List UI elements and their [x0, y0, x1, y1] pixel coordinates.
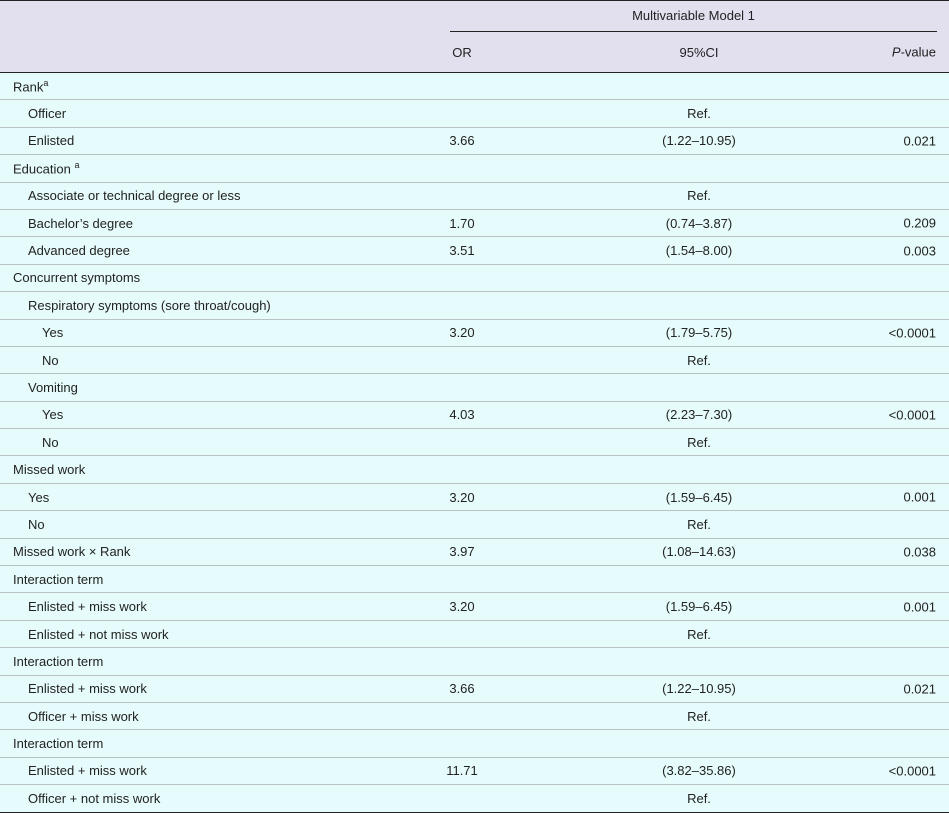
confidence-interval: (1.22–10.95) [479, 127, 919, 154]
header-p-rest: -value [900, 44, 937, 60]
row-label-cell [0, 675, 445, 702]
odds-ratio [445, 566, 479, 593]
table-row [0, 566, 949, 593]
p-value-cell [919, 620, 949, 647]
p-value-cell [903, 209, 949, 236]
odds-ratio [445, 785, 479, 812]
table-row [0, 374, 949, 401]
confidence-interval [479, 73, 919, 100]
row-label: Vomiting [28, 379, 78, 395]
odds-ratio [445, 73, 479, 100]
p-value-cell [903, 483, 949, 510]
row-label: Advanced degree [28, 243, 130, 259]
odds-ratio [445, 264, 479, 291]
header-p-italic: P [891, 44, 901, 60]
footnote-marker: a [74, 160, 80, 171]
row-label-cell [0, 785, 445, 812]
row-label-cell [0, 538, 445, 565]
odds-ratio [445, 374, 479, 401]
row-label: Yes [28, 489, 50, 505]
odds-ratio [445, 648, 479, 675]
row-label-cell [0, 648, 445, 675]
row-label-cell [0, 757, 445, 784]
row-label-cell [0, 566, 445, 593]
confidence-interval [479, 264, 919, 291]
p-value-cell [919, 346, 949, 373]
confidence-interval: Ref. [479, 620, 919, 647]
p-value-cell [919, 264, 949, 291]
confidence-interval [479, 374, 919, 401]
header-or: OR [445, 32, 479, 73]
row-label-cell [0, 209, 445, 236]
row-label: Associate or technical degree or less [28, 188, 241, 204]
p-value-cell [888, 319, 949, 346]
table-row [0, 73, 949, 100]
table-header [0, 1, 949, 73]
p-value-cell [919, 100, 949, 127]
row-label: Interaction term [13, 571, 104, 587]
row-label-cell [0, 593, 445, 620]
p-value-cell [903, 593, 949, 620]
row-label-cell [0, 182, 445, 209]
row-label: Concurrent symptoms [13, 270, 141, 286]
table-row [0, 264, 949, 291]
footnote-marker: a [43, 78, 49, 89]
row-label-cell [0, 237, 445, 264]
odds-ratio: 3.20 [445, 593, 479, 620]
table-row [0, 730, 949, 757]
p-value-cell [903, 127, 949, 154]
table-row [0, 675, 949, 702]
p-value: 0.021 [903, 133, 937, 149]
odds-ratio [445, 511, 479, 538]
row-label: Missed work [13, 462, 86, 478]
row-label-cell [0, 511, 445, 538]
confidence-interval: (1.59–6.45) [479, 593, 919, 620]
p-value-cell [919, 429, 949, 456]
p-value: <0.0001 [888, 763, 937, 779]
p-value-cell [919, 730, 949, 757]
odds-ratio [445, 155, 479, 182]
table-row [0, 702, 949, 729]
row-label-cell [0, 730, 445, 757]
confidence-interval [479, 648, 919, 675]
row-label: Enlisted + miss work [28, 681, 147, 697]
confidence-interval: Ref. [479, 785, 919, 812]
p-value: <0.0001 [888, 325, 937, 341]
row-label: Rank [13, 79, 44, 95]
confidence-interval: (1.22–10.95) [479, 675, 919, 702]
table-row [0, 620, 949, 647]
p-value-cell [919, 292, 949, 319]
odds-ratio: 3.20 [445, 319, 479, 346]
table-row [0, 401, 949, 428]
header-ci: 95%CI [479, 32, 919, 73]
odds-ratio: 3.97 [445, 538, 479, 565]
p-value: 0.001 [903, 599, 937, 615]
odds-ratio: 3.66 [445, 675, 479, 702]
table-row [0, 511, 949, 538]
confidence-interval: Ref. [479, 511, 919, 538]
odds-ratio [445, 346, 479, 373]
p-value: 0.021 [903, 681, 937, 697]
confidence-interval: (2.23–7.30) [479, 401, 919, 428]
odds-ratio [445, 456, 479, 483]
row-label: Respiratory symptoms (sore throat/cough) [28, 297, 271, 313]
p-value-cell [919, 511, 949, 538]
confidence-interval: (1.08–14.63) [479, 538, 919, 565]
p-value: 0.038 [903, 544, 937, 560]
row-label: No [28, 516, 45, 532]
row-label: Yes [42, 325, 64, 341]
table-row [0, 292, 949, 319]
row-label-cell [0, 401, 445, 428]
header-label-cell [0, 32, 445, 73]
table-body [0, 73, 949, 813]
table-row [0, 456, 949, 483]
row-label: Officer + not miss work [28, 790, 161, 806]
p-value-cell [919, 702, 949, 729]
p-value: <0.0001 [888, 407, 937, 423]
odds-ratio [445, 702, 479, 729]
row-label-cell [0, 127, 445, 154]
table-row [0, 182, 949, 209]
row-label: Enlisted + not miss work [28, 626, 169, 642]
row-label-cell [0, 100, 445, 127]
row-label-cell [0, 292, 445, 319]
odds-ratio: 11.71 [445, 757, 479, 784]
p-value-cell [919, 155, 949, 182]
row-label-cell [0, 702, 445, 729]
odds-ratio: 3.20 [445, 483, 479, 510]
confidence-interval: (1.59–6.45) [479, 483, 919, 510]
confidence-interval [479, 292, 919, 319]
confidence-interval: (3.82–35.86) [479, 757, 919, 784]
confidence-interval: (0.74–3.87) [479, 209, 919, 236]
table-row [0, 100, 949, 127]
p-value-cell [919, 785, 949, 812]
header-p-value [891, 32, 949, 73]
confidence-interval: Ref. [479, 346, 919, 373]
row-label-cell [0, 155, 445, 182]
row-label-cell [0, 319, 445, 346]
p-value-cell [919, 374, 949, 401]
p-value-cell [888, 401, 949, 428]
table-row [0, 483, 949, 510]
confidence-interval [479, 456, 919, 483]
odds-ratio [445, 100, 479, 127]
confidence-interval: (1.79–5.75) [479, 319, 919, 346]
row-label: Interaction term [13, 653, 104, 669]
row-label: Interaction term [13, 736, 104, 752]
table-row [0, 757, 949, 784]
row-label-cell [0, 429, 445, 456]
p-value-cell [919, 456, 949, 483]
model-title-cell [445, 1, 949, 33]
row-label-cell [0, 483, 445, 510]
row-label-cell [0, 620, 445, 647]
row-label: Education [13, 161, 75, 177]
row-label-cell [0, 346, 445, 373]
row-label: Enlisted [28, 133, 75, 149]
odds-ratio [445, 620, 479, 647]
row-label: Enlisted + miss work [28, 763, 147, 779]
row-label: Officer [28, 106, 67, 122]
p-value: 0.003 [903, 243, 937, 259]
odds-ratio: 3.51 [445, 237, 479, 264]
odds-ratio [445, 730, 479, 757]
table-row [0, 346, 949, 373]
p-value-cell [919, 566, 949, 593]
odds-ratio: 3.66 [445, 127, 479, 154]
row-label-cell [0, 456, 445, 483]
confidence-interval [479, 155, 919, 182]
confidence-interval: Ref. [479, 429, 919, 456]
p-value: 0.209 [903, 215, 937, 231]
table-row [0, 237, 949, 264]
confidence-interval [479, 730, 919, 757]
table-row [0, 319, 949, 346]
confidence-interval [479, 566, 919, 593]
p-value-cell [919, 648, 949, 675]
confidence-interval: Ref. [479, 702, 919, 729]
row-label: Missed work × Rank [13, 544, 131, 560]
p-value-cell [903, 237, 949, 264]
odds-ratio [445, 292, 479, 319]
row-label: Bachelor’s degree [28, 215, 134, 231]
table-row [0, 155, 949, 182]
p-value: 0.001 [903, 489, 937, 505]
p-value-cell [919, 182, 949, 209]
confidence-interval: (1.54–8.00) [479, 237, 919, 264]
row-label: No [42, 434, 59, 450]
confidence-interval: Ref. [479, 100, 919, 127]
odds-ratio [445, 182, 479, 209]
p-value-cell [888, 757, 949, 784]
confidence-interval: Ref. [479, 182, 919, 209]
p-value-cell [919, 73, 949, 100]
table-row [0, 127, 949, 154]
table-row [0, 648, 949, 675]
row-label-cell [0, 374, 445, 401]
odds-ratio [445, 429, 479, 456]
table-row [0, 785, 949, 812]
table-row [0, 209, 949, 236]
p-value-cell [903, 538, 949, 565]
row-label-cell [0, 73, 445, 100]
table-row [0, 538, 949, 565]
odds-ratio: 1.70 [445, 209, 479, 236]
row-label: No [42, 352, 59, 368]
table-row [0, 429, 949, 456]
row-label-cell [0, 264, 445, 291]
odds-ratio: 4.03 [445, 401, 479, 428]
row-label: Yes [42, 407, 64, 423]
header-empty-cell [0, 1, 445, 33]
row-label: Officer + miss work [28, 708, 139, 724]
p-value-cell [903, 675, 949, 702]
row-label: Enlisted + miss work [28, 599, 147, 615]
model-title: Multivariable Model 1 [450, 1, 937, 32]
table-row [0, 593, 949, 620]
